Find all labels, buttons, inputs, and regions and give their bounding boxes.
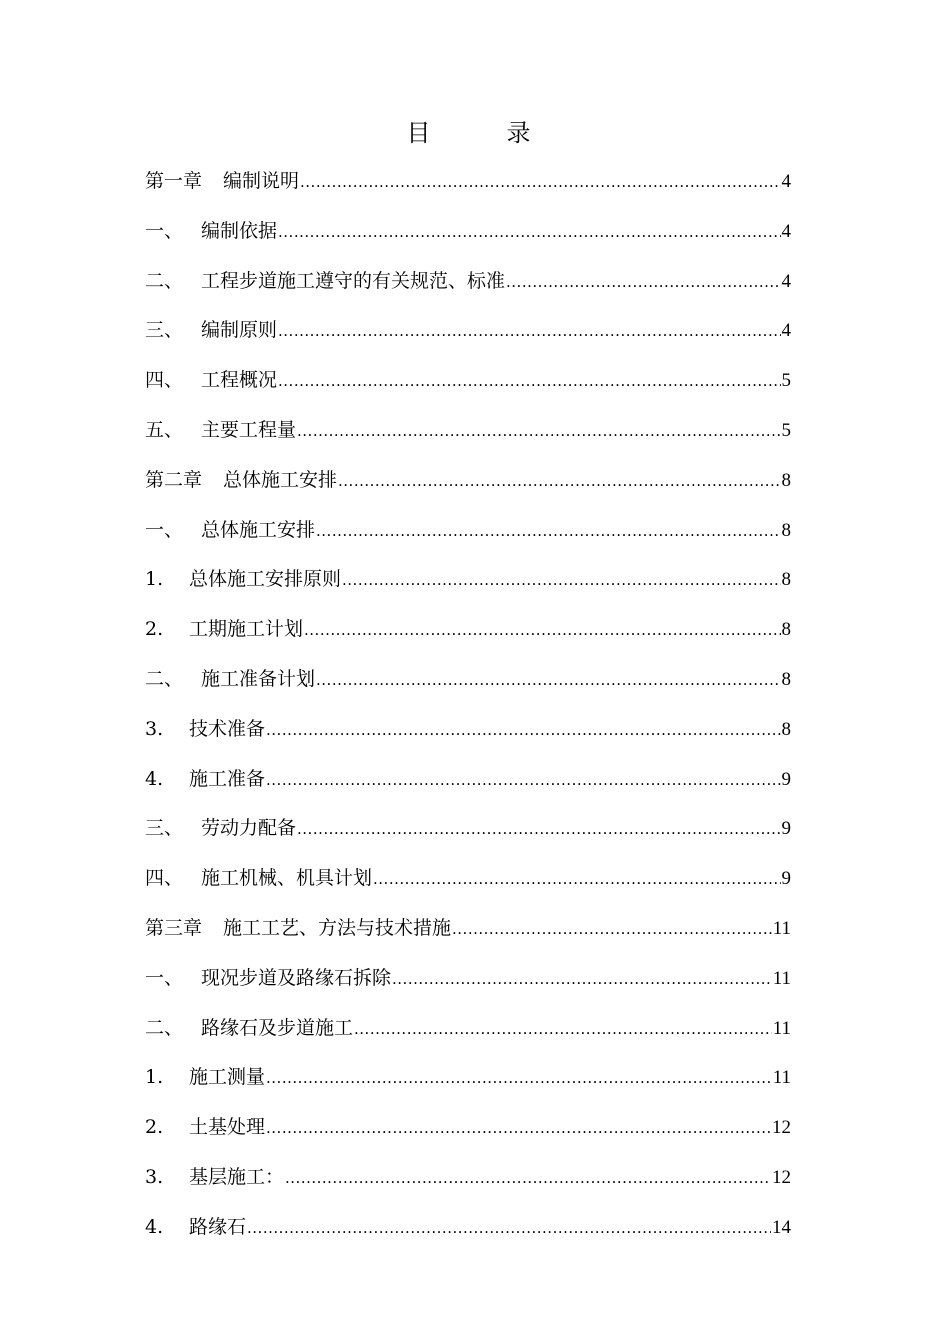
toc-entry-page: 8 [781,718,791,740]
toc-dot-leader [297,407,780,457]
toc-entry-number: 第二章 [145,468,203,491]
toc-entry-title: 总体施工安排原则 [189,568,342,591]
toc-dot-leader [285,1154,771,1204]
toc-entry-title: 技术准备 [189,717,266,740]
toc-entry-title: 总体施工安排 [201,518,316,541]
toc-entry[interactable] [145,804,791,854]
toc-entry-number: 1. [145,1066,164,1089]
toc-entry-page: 5 [781,370,791,392]
toc-entry-title: 编制原则 [201,319,278,342]
toc-entry-number: 二、 [145,667,184,690]
toc-entry[interactable] [145,506,791,556]
toc-entry-page: 4 [781,171,791,192]
toc-dot-leader [316,507,780,557]
toc-entry[interactable] [145,1153,791,1203]
toc-entry-title: 土基处理 [189,1116,266,1139]
toc-entry-page: 5 [781,419,791,441]
toc-entry[interactable] [145,655,791,705]
toc-entry-page: 12 [772,1166,791,1188]
toc-entry-page: 11 [772,1067,791,1089]
toc-dot-leader [338,457,780,507]
toc-entry-number: 五、 [145,418,184,441]
toc-dot-leader [266,706,780,756]
toc-entry-page: 11 [772,917,791,939]
toc-entry-page: 4 [781,270,791,292]
toc-entry-page: 8 [781,469,791,491]
toc-entry[interactable] [145,705,791,755]
toc-dot-leader [266,756,780,806]
toc-entry[interactable] [145,854,791,904]
toc-entry-page: 9 [781,818,791,840]
toc-entry-page: 14 [772,1216,791,1238]
toc-entry-title: 路缘石及步道施工 [201,1016,354,1039]
toc-entry-number: 三、 [145,817,184,840]
toc-dot-leader [297,805,780,855]
toc-entry-number: 1. [145,568,164,591]
toc-entry-page: 8 [781,519,791,541]
toc-entry-page: 12 [772,1117,791,1139]
toc-entry-number: 3. [145,717,164,740]
toc-dot-leader [300,158,780,208]
toc-entry-page: 9 [781,868,791,890]
toc-entry-number: 4. [145,767,164,790]
toc-entry-number: 第三章 [145,916,203,939]
toc-entry-title: 路缘石 [189,1215,247,1238]
toc-entry-page: 4 [781,320,791,342]
toc-entry-number: 4. [145,1215,164,1238]
toc-entry-title: 基层施工： [189,1165,285,1188]
toc-entry-page: 11 [772,967,791,989]
toc-entry[interactable] [145,257,791,307]
toc-entry-number: 第一章 [145,170,203,192]
table-of-contents [145,157,791,1253]
toc-entry-number: 一、 [145,518,184,541]
toc-dot-leader [247,1204,771,1254]
toc-dot-leader [266,1104,771,1154]
toc-entry-title: 编制说明 [223,170,300,192]
toc-entry[interactable] [145,356,791,406]
toc-entry-number: 二、 [145,1016,184,1039]
toc-dot-leader [278,208,780,258]
toc-entry-page: 4 [781,220,791,242]
toc-dot-leader [278,307,780,357]
toc-entry[interactable] [145,157,791,207]
toc-entry-number: 一、 [145,966,184,989]
toc-entry-number: 一、 [145,219,184,242]
toc-dot-leader [506,258,780,308]
toc-dot-leader [354,1005,772,1055]
toc-entry[interactable] [145,1103,791,1153]
toc-entry-title: 主要工程量 [201,418,297,441]
toc-entry[interactable] [145,406,791,456]
toc-entry[interactable] [145,1053,791,1103]
toc-entry[interactable] [145,954,791,1004]
toc-entry-title: 劳动力配备 [201,817,297,840]
toc-entry-page: 8 [781,569,791,591]
toc-entry-title: 工期施工计划 [189,618,304,641]
toc-dot-leader [316,656,780,706]
toc-entry-title: 施工工艺、方法与技术措施 [223,916,452,939]
toc-entry-number: 三、 [145,319,184,342]
toc-entry[interactable] [145,306,791,356]
toc-dot-leader [373,855,780,905]
toc-entry[interactable] [145,555,791,605]
toc-entry-number: 四、 [145,867,184,890]
toc-dot-leader [452,905,772,955]
toc-entry[interactable] [145,605,791,655]
toc-entry-page: 9 [781,768,791,790]
toc-dot-leader [392,955,772,1005]
toc-entry-title: 现况步道及路缘石拆除 [201,966,392,989]
toc-entry-title: 施工准备 [189,767,266,790]
toc-entry-page: 11 [772,1017,791,1039]
toc-entry-title: 编制依据 [201,219,278,242]
toc-entry[interactable] [145,1004,791,1054]
toc-entry-number: 2. [145,618,164,641]
toc-entry-number: 2. [145,1116,164,1139]
toc-title: 目 录 [406,119,557,147]
toc-dot-leader [266,1054,772,1104]
toc-entry-page: 8 [781,668,791,690]
toc-entry-number: 3. [145,1165,164,1188]
toc-entry[interactable] [145,755,791,805]
toc-entry-title: 施工准备计划 [201,667,316,690]
toc-entry-page: 8 [781,619,791,641]
toc-entry-number: 二、 [145,269,184,292]
toc-dot-leader [278,357,780,407]
toc-entry-title: 施工机械、机具计划 [201,867,373,890]
toc-dot-leader [304,606,780,656]
toc-entry-title: 施工测量 [189,1066,266,1089]
toc-entry[interactable] [145,456,791,506]
toc-entry-number: 四、 [145,369,184,392]
toc-entry[interactable] [145,1203,791,1253]
toc-entry[interactable] [145,904,791,954]
toc-entry[interactable] [145,207,791,257]
toc-entry-title: 工程概况 [201,369,278,392]
toc-dot-leader [342,556,780,606]
toc-entry-title: 总体施工安排 [223,468,338,491]
toc-entry-title: 工程步道施工遵守的有关规范、标准 [201,269,506,292]
